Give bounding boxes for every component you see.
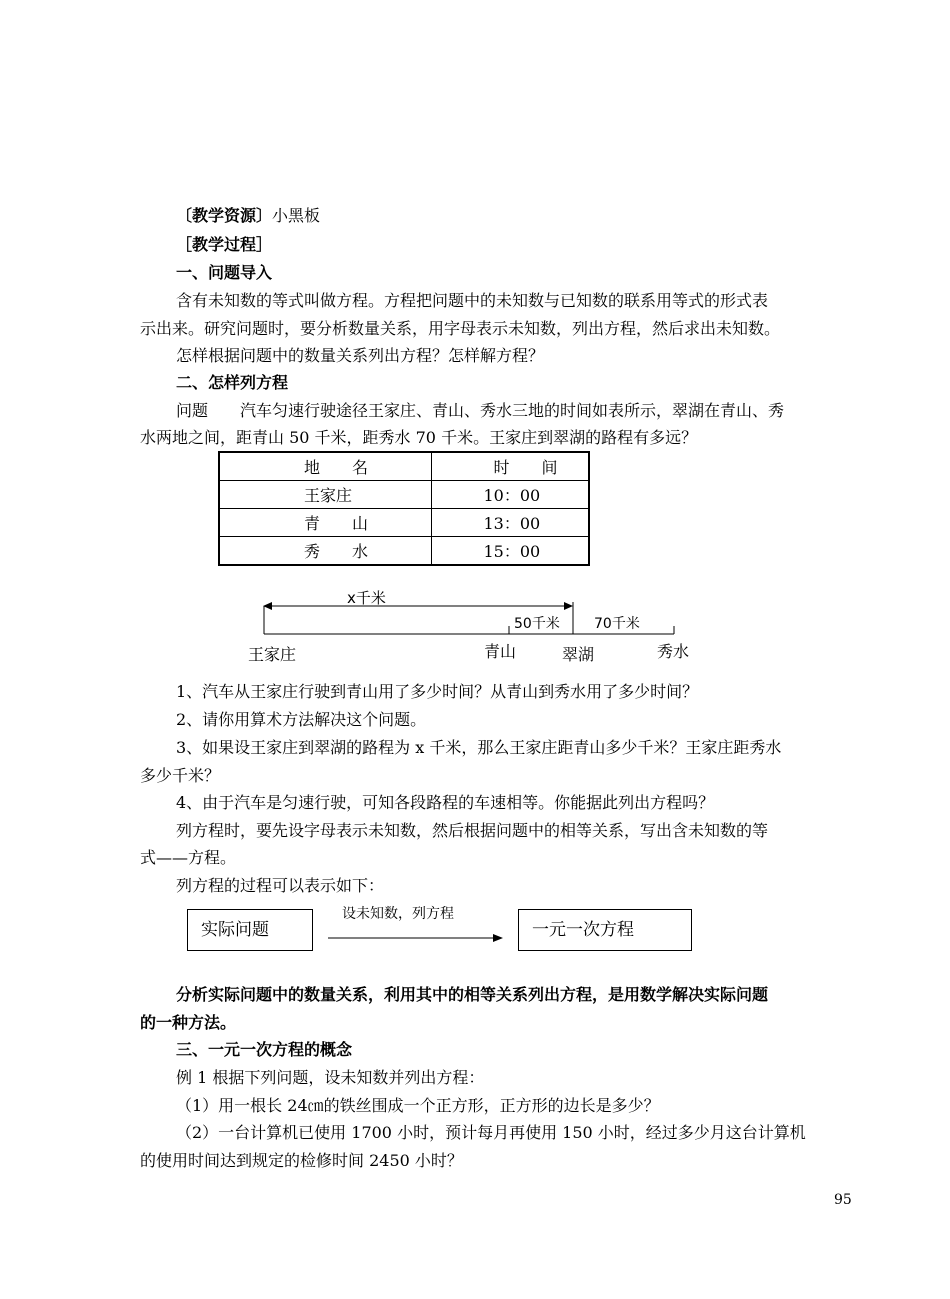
cell-place: 秀 水 [219, 537, 431, 566]
section1-title: 一、问题导入 [176, 263, 273, 282]
resources-value: 小黑板 [272, 206, 321, 225]
place-xiushui: 秀水 [657, 642, 690, 661]
process-heading: ［教学过程］ [176, 235, 273, 254]
example-2-line2: 的使用时间达到规定的检修时间 2450 小时？ [140, 1151, 463, 1170]
question-4: 4、由于汽车是匀速行驶，可知各段路程的车速相等。你能据此列出方程吗？ [176, 793, 715, 812]
summary-line2: 的一种方法。 [140, 1013, 237, 1032]
example-2-line1: （2）一台计算机已使用 1700 小时，预计每月再使用 150 小时，经过多少月这台计算机 [176, 1123, 806, 1142]
resources-label: 〔教学资源〕 [176, 206, 273, 225]
method-line2: 式——方程。 [140, 848, 237, 867]
place-cuihu: 翠湖 [562, 645, 595, 664]
flow-box-equation: 一元一次方程 [518, 909, 692, 951]
cell-time: 10：00 [431, 481, 589, 509]
section2-title: 二、怎样列方程 [176, 373, 289, 392]
cell-place: 王家庄 [219, 481, 431, 509]
flow-box-problem: 实际问题 [187, 909, 313, 951]
header-time: 时 间 [431, 452, 589, 481]
question-3-line1: 3、如果设王家庄到翠湖的路程为 x 千米，那么王家庄距青山多少千米？王家庄距秀水 [176, 738, 782, 757]
flow-intro: 列方程的过程可以表示如下： [176, 876, 385, 895]
example-1: （1）用一根长 24㎝的铁丝围成一个正方形，正方形的边长是多少？ [176, 1096, 660, 1115]
summary-line1: 分析实际问题中的数量关系，利用其中的相等关系列出方程，是用数学解决实际问题 [176, 985, 769, 1004]
section1-para1-line1: 含有未知数的等式叫做方程。方程把问题中的未知数与已知数的联系用等式的形式表 [176, 291, 769, 310]
cell-time: 13：00 [431, 509, 589, 537]
page-number: 95 [834, 1192, 852, 1208]
x-distance-label: x千米 [347, 589, 386, 607]
place-qingshan: 青山 [484, 642, 517, 661]
cell-place: 青 山 [219, 509, 431, 537]
method-line1: 列方程时，要先设字母表示未知数，然后根据问题中的相等关系，写出含未知数的等 [176, 821, 769, 840]
question-3-line2: 多少千米？ [140, 766, 221, 785]
place-wangjiazhuang: 王家庄 [248, 645, 297, 664]
section1-para2: 怎样根据问题中的数量关系列出方程？怎样解方程？ [176, 346, 545, 365]
segment1-label: 50千米 [514, 616, 560, 632]
problem-line1: 问题 汽车匀速行驶途径王家庄、青山、秀水三地的时间如表所示，翠湖在青山、秀 [176, 401, 785, 420]
segment2-label: 70千米 [594, 616, 640, 632]
section3-title: 三、一元一次方程的概念 [176, 1040, 353, 1059]
question-2: 2、请你用算术方法解决这个问题。 [176, 710, 427, 729]
cell-time: 15：00 [431, 537, 589, 566]
flow-arrow-label: 设未知数，列方程 [342, 906, 454, 922]
arrow-right-icon [493, 934, 503, 942]
question-1: 1、汽车从王家庄行驶到青山用了多少时间？从青山到秀水用了多少时间？ [176, 682, 699, 701]
problem-line2: 水两地之间，距青山 50 千米，距秀水 70 千米。王家庄到翠湖的路程有多远？ [140, 428, 698, 447]
example-intro: 例 1 根据下列问题，设未知数并列出方程： [176, 1068, 485, 1087]
section1-para1-line2: 示出来。研究问题时，要分析数量关系，用字母表示未知数，列出方程，然后求出未知数。 [140, 319, 781, 338]
header-place: 地 名 [219, 452, 431, 481]
